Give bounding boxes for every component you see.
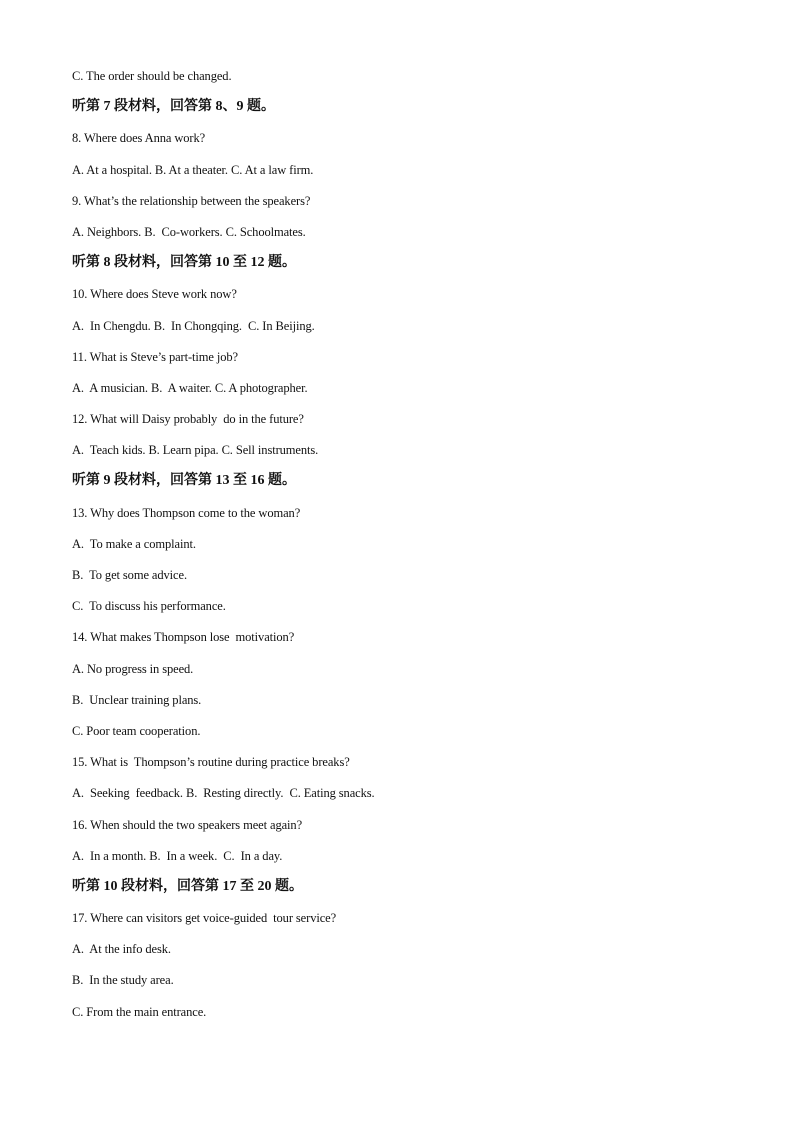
question-line: 15. What is Thompson’s routine during practice breaks?: [72, 755, 350, 770]
question-line: 14. What makes Thompson lose motivation?: [72, 630, 295, 645]
option-line: A. Neighbors. B. Co-workers. C. Schoolmates.: [72, 224, 306, 239]
option-line: A. Seeking feedback. B. Resting directly. C. Eating snacks.: [72, 786, 375, 801]
question-line: 17. Where can visitors get voice-guided tour service?: [72, 911, 337, 926]
question-list: [72, 67, 722, 1034]
option-line: A. At a hospital. B. At a theater. C. At a law firm.: [72, 162, 314, 177]
option-line: C. The order should be changed.: [72, 69, 232, 83]
question-line: 16. When should the two speakers meet again?: [72, 817, 303, 832]
option-line: B. In the study area.: [72, 973, 174, 988]
option-line: B. Unclear training plans.: [72, 692, 202, 707]
section-heading: 听第 10 段材料，回答第 17 至 20 题。: [72, 878, 303, 894]
section-heading: 听第 9 段材料，回答第 13 至 16 题。: [72, 473, 296, 489]
section-heading: 听第 8 段材料，回答第 10 至 12 题。: [72, 255, 296, 271]
option-line: A. A musician. B. A waiter. C. A photographer.: [72, 380, 308, 395]
question-line: 9. What’s the relationship between the speakers?: [72, 193, 311, 208]
option-line: A. In a month. B. In a week. C. In a day.: [72, 848, 283, 863]
question-line: 11. What is Steve’s part-time job?: [72, 349, 239, 364]
option-line: A. Teach kids. B. Learn pipa. C. Sell instruments.: [72, 443, 319, 458]
question-line: 10. Where does Steve work now?: [72, 287, 237, 302]
option-line: B. To get some advice.: [72, 568, 187, 582]
option-line: A. To make a complaint.: [72, 536, 196, 551]
option-line: C. From the main entrance.: [72, 1004, 207, 1019]
question-line: 8. Where does Anna work?: [72, 131, 206, 146]
question-line: 13. Why does Thompson come to the woman?: [72, 505, 301, 520]
question-line: 12. What will Daisy probably do in the future?: [72, 412, 304, 427]
option-line: A. In Chengdu. B. In Chongqing. C. In Beijing.: [72, 318, 315, 333]
section-heading: 听第 7 段材料，回答第 8、9 题。: [72, 99, 275, 115]
option-line: C. Poor team cooperation.: [72, 723, 201, 738]
option-line: C. To discuss his performance.: [72, 599, 226, 614]
option-line: A. No progress in speed.: [72, 661, 194, 676]
option-line: A. At the info desk.: [72, 942, 171, 957]
